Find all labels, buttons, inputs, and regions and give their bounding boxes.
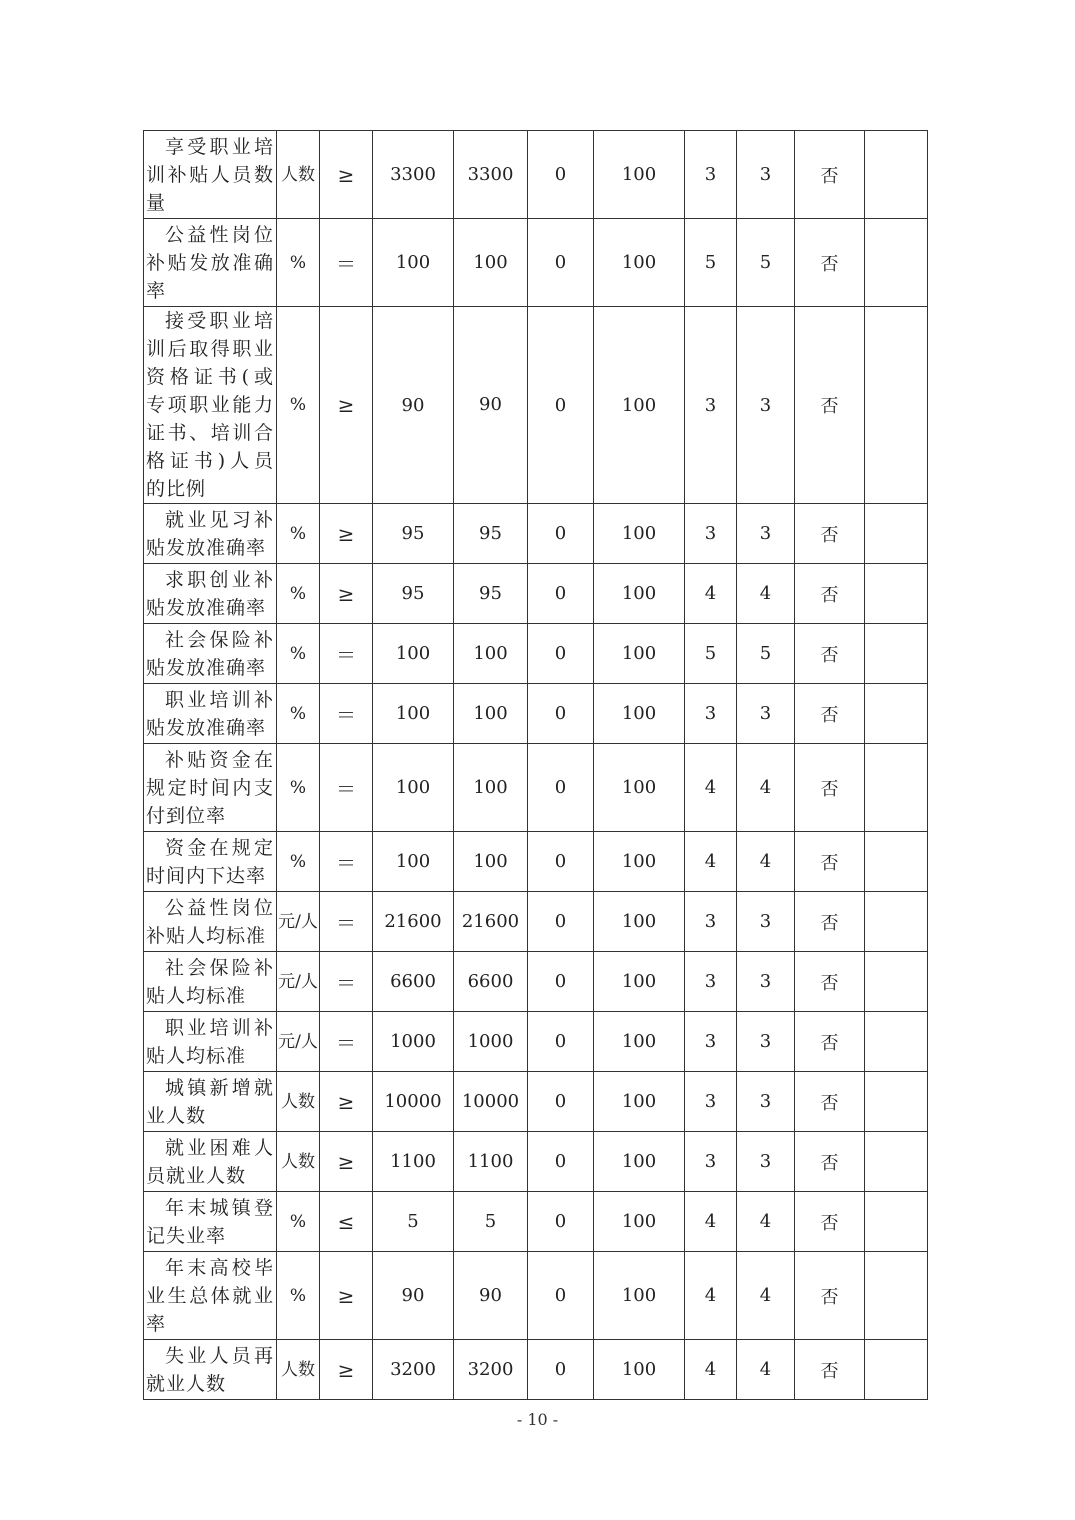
weight-cell: 4 xyxy=(685,1192,737,1252)
score-cell: 4 xyxy=(737,1252,795,1340)
operator-cell: ≥ xyxy=(320,131,373,219)
flag-cell: 否 xyxy=(795,131,865,219)
weight-cell: 3 xyxy=(685,504,737,564)
weight-cell: 4 xyxy=(685,1252,737,1340)
operator-cell: ＝ xyxy=(320,832,373,892)
score-cell: 5 xyxy=(737,624,795,684)
target-value-cell: 21600 xyxy=(373,892,454,952)
weight-cell: 3 xyxy=(685,1012,737,1072)
table-row xyxy=(144,624,928,684)
actual-value-cell: 95 xyxy=(454,564,528,624)
operator-cell: ≥ xyxy=(320,504,373,564)
operator-cell: ＝ xyxy=(320,952,373,1012)
weight-cell: 3 xyxy=(685,1072,737,1132)
indicator-name-cell: 公益性岗位补贴人均标准 xyxy=(144,892,277,952)
indicator-name-cell: 求职创业补贴发放准确率 xyxy=(144,564,277,624)
target-value-cell: 100 xyxy=(373,832,454,892)
weight-cell: 4 xyxy=(685,564,737,624)
operator-cell: ≥ xyxy=(320,564,373,624)
deviation-cell: 0 xyxy=(528,307,594,504)
deviation-cell: 0 xyxy=(528,131,594,219)
actual-value-cell: 10000 xyxy=(454,1072,528,1132)
flag-cell: 否 xyxy=(795,1132,865,1192)
score-cell: 3 xyxy=(737,504,795,564)
deviation-cell: 0 xyxy=(528,832,594,892)
operator-cell: ＝ xyxy=(320,892,373,952)
flag-cell: 否 xyxy=(795,1012,865,1072)
weight-cell: 3 xyxy=(685,131,737,219)
operator-cell: ≥ xyxy=(320,1132,373,1192)
deviation-cell: 0 xyxy=(528,1012,594,1072)
indicator-name-cell: 社会保险补贴发放准确率 xyxy=(144,624,277,684)
completion-rate-cell: 100 xyxy=(594,1340,685,1400)
note-cell xyxy=(865,1340,928,1400)
indicator-name-cell: 补贴资金在规定时间内支付到位率 xyxy=(144,744,277,832)
target-value-cell: 100 xyxy=(373,744,454,832)
unit-cell: % xyxy=(277,684,320,744)
operator-cell: ≥ xyxy=(320,1072,373,1132)
target-value-cell: 3300 xyxy=(373,131,454,219)
indicator-table xyxy=(143,130,928,1400)
table-row xyxy=(144,832,928,892)
deviation-cell: 0 xyxy=(528,684,594,744)
completion-rate-cell: 100 xyxy=(594,1252,685,1340)
note-cell xyxy=(865,1012,928,1072)
flag-cell: 否 xyxy=(795,892,865,952)
deviation-cell: 0 xyxy=(528,1340,594,1400)
indicator-name-cell: 职业培训补贴发放准确率 xyxy=(144,684,277,744)
deviation-cell: 0 xyxy=(528,892,594,952)
flag-cell: 否 xyxy=(795,744,865,832)
target-value-cell: 90 xyxy=(373,307,454,504)
actual-value-cell: 3200 xyxy=(454,1340,528,1400)
actual-value-cell: 100 xyxy=(454,744,528,832)
operator-cell: ＝ xyxy=(320,624,373,684)
table-row xyxy=(144,504,928,564)
deviation-cell: 0 xyxy=(528,219,594,307)
actual-value-cell: 1100 xyxy=(454,1132,528,1192)
unit-cell: % xyxy=(277,504,320,564)
weight-cell: 3 xyxy=(685,892,737,952)
table-row xyxy=(144,684,928,744)
note-cell xyxy=(865,952,928,1012)
score-cell: 4 xyxy=(737,744,795,832)
score-cell: 3 xyxy=(737,1012,795,1072)
target-value-cell: 90 xyxy=(373,1252,454,1340)
table-body xyxy=(144,131,928,1400)
unit-cell: % xyxy=(277,564,320,624)
deviation-cell: 0 xyxy=(528,744,594,832)
flag-cell: 否 xyxy=(795,1192,865,1252)
flag-cell: 否 xyxy=(795,1252,865,1340)
page-number: - 10 - xyxy=(516,1410,559,1429)
deviation-cell: 0 xyxy=(528,1252,594,1340)
weight-cell: 3 xyxy=(685,952,737,1012)
unit-cell: % xyxy=(277,1252,320,1340)
score-cell: 3 xyxy=(737,131,795,219)
unit-cell: 元/人 xyxy=(277,1012,320,1072)
indicator-name-cell: 城镇新增就业人数 xyxy=(144,1072,277,1132)
weight-cell: 4 xyxy=(685,832,737,892)
target-value-cell: 100 xyxy=(373,219,454,307)
unit-cell: 人数 xyxy=(277,131,320,219)
completion-rate-cell: 100 xyxy=(594,307,685,504)
score-cell: 5 xyxy=(737,219,795,307)
unit-cell: % xyxy=(277,744,320,832)
note-cell xyxy=(865,1252,928,1340)
completion-rate-cell: 100 xyxy=(594,624,685,684)
note-cell xyxy=(865,219,928,307)
note-cell xyxy=(865,1192,928,1252)
indicator-name-cell: 享受职业培训补贴人员数量 xyxy=(144,131,277,219)
table-row xyxy=(144,219,928,307)
flag-cell: 否 xyxy=(795,564,865,624)
flag-cell: 否 xyxy=(795,624,865,684)
score-cell: 3 xyxy=(737,684,795,744)
actual-value-cell: 3300 xyxy=(454,131,528,219)
completion-rate-cell: 100 xyxy=(594,131,685,219)
note-cell xyxy=(865,684,928,744)
flag-cell: 否 xyxy=(795,307,865,504)
actual-value-cell: 100 xyxy=(454,624,528,684)
flag-cell: 否 xyxy=(795,1340,865,1400)
indicator-name-cell: 资金在规定时间内下达率 xyxy=(144,832,277,892)
flag-cell: 否 xyxy=(795,504,865,564)
note-cell xyxy=(865,564,928,624)
actual-value-cell: 1000 xyxy=(454,1012,528,1072)
actual-value-cell: 6600 xyxy=(454,952,528,1012)
table-row xyxy=(144,131,928,219)
table-row xyxy=(144,1252,928,1340)
deviation-cell: 0 xyxy=(528,1072,594,1132)
score-cell: 4 xyxy=(737,1192,795,1252)
actual-value-cell: 5 xyxy=(454,1192,528,1252)
unit-cell: % xyxy=(277,832,320,892)
score-cell: 3 xyxy=(737,1072,795,1132)
note-cell xyxy=(865,307,928,504)
completion-rate-cell: 100 xyxy=(594,892,685,952)
table-row xyxy=(144,564,928,624)
operator-cell: ≤ xyxy=(320,1192,373,1252)
indicator-name-cell: 就业见习补贴发放准确率 xyxy=(144,504,277,564)
actual-value-cell: 21600 xyxy=(454,892,528,952)
completion-rate-cell: 100 xyxy=(594,684,685,744)
note-cell xyxy=(865,504,928,564)
target-value-cell: 10000 xyxy=(373,1072,454,1132)
deviation-cell: 0 xyxy=(528,624,594,684)
score-cell: 4 xyxy=(737,832,795,892)
indicator-name-cell: 职业培训补贴人均标准 xyxy=(144,1012,277,1072)
unit-cell: 元/人 xyxy=(277,892,320,952)
note-cell xyxy=(865,744,928,832)
unit-cell: 人数 xyxy=(277,1340,320,1400)
completion-rate-cell: 100 xyxy=(594,1012,685,1072)
score-cell: 3 xyxy=(737,952,795,1012)
score-cell: 4 xyxy=(737,1340,795,1400)
table-row xyxy=(144,952,928,1012)
operator-cell: ≥ xyxy=(320,307,373,504)
completion-rate-cell: 100 xyxy=(594,952,685,1012)
actual-value-cell: 90 xyxy=(454,307,528,504)
flag-cell: 否 xyxy=(795,219,865,307)
table-row xyxy=(144,1132,928,1192)
indicator-name-cell: 年末城镇登记失业率 xyxy=(144,1192,277,1252)
operator-cell: ＝ xyxy=(320,219,373,307)
indicator-name-cell: 公益性岗位补贴发放准确率 xyxy=(144,219,277,307)
unit-cell: % xyxy=(277,624,320,684)
target-value-cell: 3200 xyxy=(373,1340,454,1400)
score-cell: 4 xyxy=(737,564,795,624)
completion-rate-cell: 100 xyxy=(594,504,685,564)
note-cell xyxy=(865,832,928,892)
weight-cell: 4 xyxy=(685,1340,737,1400)
weight-cell: 5 xyxy=(685,219,737,307)
unit-cell: % xyxy=(277,219,320,307)
table-row xyxy=(144,1192,928,1252)
unit-cell: 元/人 xyxy=(277,952,320,1012)
deviation-cell: 0 xyxy=(528,1192,594,1252)
completion-rate-cell: 100 xyxy=(594,1072,685,1132)
weight-cell: 3 xyxy=(685,684,737,744)
score-cell: 3 xyxy=(737,1132,795,1192)
indicator-name-cell: 年末高校毕业生总体就业率 xyxy=(144,1252,277,1340)
table-row xyxy=(144,892,928,952)
completion-rate-cell: 100 xyxy=(594,832,685,892)
weight-cell: 4 xyxy=(685,744,737,832)
deviation-cell: 0 xyxy=(528,952,594,1012)
note-cell xyxy=(865,892,928,952)
flag-cell: 否 xyxy=(795,1072,865,1132)
completion-rate-cell: 100 xyxy=(594,1192,685,1252)
table-row xyxy=(144,1072,928,1132)
completion-rate-cell: 100 xyxy=(594,564,685,624)
completion-rate-cell: 100 xyxy=(594,1132,685,1192)
table-row xyxy=(144,744,928,832)
completion-rate-cell: 100 xyxy=(594,744,685,832)
unit-cell: % xyxy=(277,1192,320,1252)
weight-cell: 3 xyxy=(685,1132,737,1192)
flag-cell: 否 xyxy=(795,832,865,892)
unit-cell: % xyxy=(277,307,320,504)
operator-cell: ＝ xyxy=(320,1012,373,1072)
target-value-cell: 6600 xyxy=(373,952,454,1012)
note-cell xyxy=(865,624,928,684)
indicator-name-cell: 就业困难人员就业人数 xyxy=(144,1132,277,1192)
note-cell xyxy=(865,1132,928,1192)
actual-value-cell: 100 xyxy=(454,219,528,307)
note-cell xyxy=(865,131,928,219)
score-cell: 3 xyxy=(737,892,795,952)
deviation-cell: 0 xyxy=(528,564,594,624)
indicator-name-cell: 接受职业培训后取得职业资格证书(或专项职业能力证书、培训合格证书)人员的比例 xyxy=(144,307,277,504)
target-value-cell: 95 xyxy=(373,504,454,564)
unit-cell: 人数 xyxy=(277,1132,320,1192)
target-value-cell: 100 xyxy=(373,624,454,684)
target-value-cell: 1000 xyxy=(373,1012,454,1072)
table-row xyxy=(144,307,928,504)
actual-value-cell: 90 xyxy=(454,1252,528,1340)
flag-cell: 否 xyxy=(795,952,865,1012)
target-value-cell: 100 xyxy=(373,684,454,744)
operator-cell: ＝ xyxy=(320,684,373,744)
actual-value-cell: 95 xyxy=(454,504,528,564)
indicator-name-cell: 失业人员再就业人数 xyxy=(144,1340,277,1400)
completion-rate-cell: 100 xyxy=(594,219,685,307)
target-value-cell: 5 xyxy=(373,1192,454,1252)
note-cell xyxy=(865,1072,928,1132)
flag-cell: 否 xyxy=(795,684,865,744)
table-row xyxy=(144,1012,928,1072)
actual-value-cell: 100 xyxy=(454,832,528,892)
target-value-cell: 95 xyxy=(373,564,454,624)
operator-cell: ≥ xyxy=(320,1252,373,1340)
actual-value-cell: 100 xyxy=(454,684,528,744)
target-value-cell: 1100 xyxy=(373,1132,454,1192)
weight-cell: 5 xyxy=(685,624,737,684)
operator-cell: ＝ xyxy=(320,744,373,832)
operator-cell: ≥ xyxy=(320,1340,373,1400)
unit-cell: 人数 xyxy=(277,1072,320,1132)
score-cell: 3 xyxy=(737,307,795,504)
table-row xyxy=(144,1340,928,1400)
weight-cell: 3 xyxy=(685,307,737,504)
deviation-cell: 0 xyxy=(528,504,594,564)
deviation-cell: 0 xyxy=(528,1132,594,1192)
indicator-name-cell: 社会保险补贴人均标准 xyxy=(144,952,277,1012)
